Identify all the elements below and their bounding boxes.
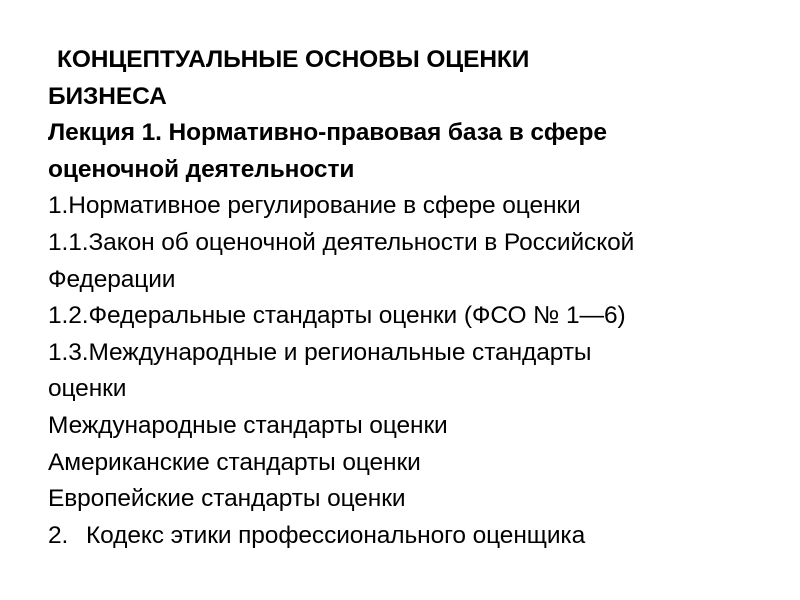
slide-content xyxy=(48,42,778,554)
course-title-line-1: КОНЦЕПТУАЛЬНЫЕ ОСНОВЫ ОЦЕНКИ xyxy=(57,46,530,73)
outline-item-1-3: 1.3.Международные и региональные стандарты xyxy=(48,338,592,366)
outline-item-1-1-continued: Федерации xyxy=(48,265,176,293)
outline-item-2-text: Кодекс этики профессионального оценщика xyxy=(86,521,586,549)
outline-item-1: 1.Нормативное регулирование в сфере оценки xyxy=(48,192,581,220)
lecture-title-line-1: Лекция 1. Нормативно-правовая база в сфере xyxy=(48,119,607,147)
outline-item-1-1: 1.1.Закон об оценочной деятельности в Российской xyxy=(48,228,635,256)
outline-item-1-2: 1.2.Федеральные стандарты оценки (ФСО № 1—6) xyxy=(48,302,626,330)
outline-item-2 xyxy=(48,518,778,555)
outline-item-1-3-continued: оценки xyxy=(48,375,127,403)
outline-subitem-european: Европейские стандарты оценки xyxy=(48,485,406,513)
outline-subitem-american: Американские стандарты оценки xyxy=(48,448,421,476)
outline-item-2-number: 2. xyxy=(48,521,69,549)
lecture-title-line-2: оценочной деятельности xyxy=(48,155,355,183)
course-title-line-2: БИЗНЕСА xyxy=(48,82,167,110)
outline-subitem-international: Международные стандарты оценки xyxy=(48,411,448,439)
